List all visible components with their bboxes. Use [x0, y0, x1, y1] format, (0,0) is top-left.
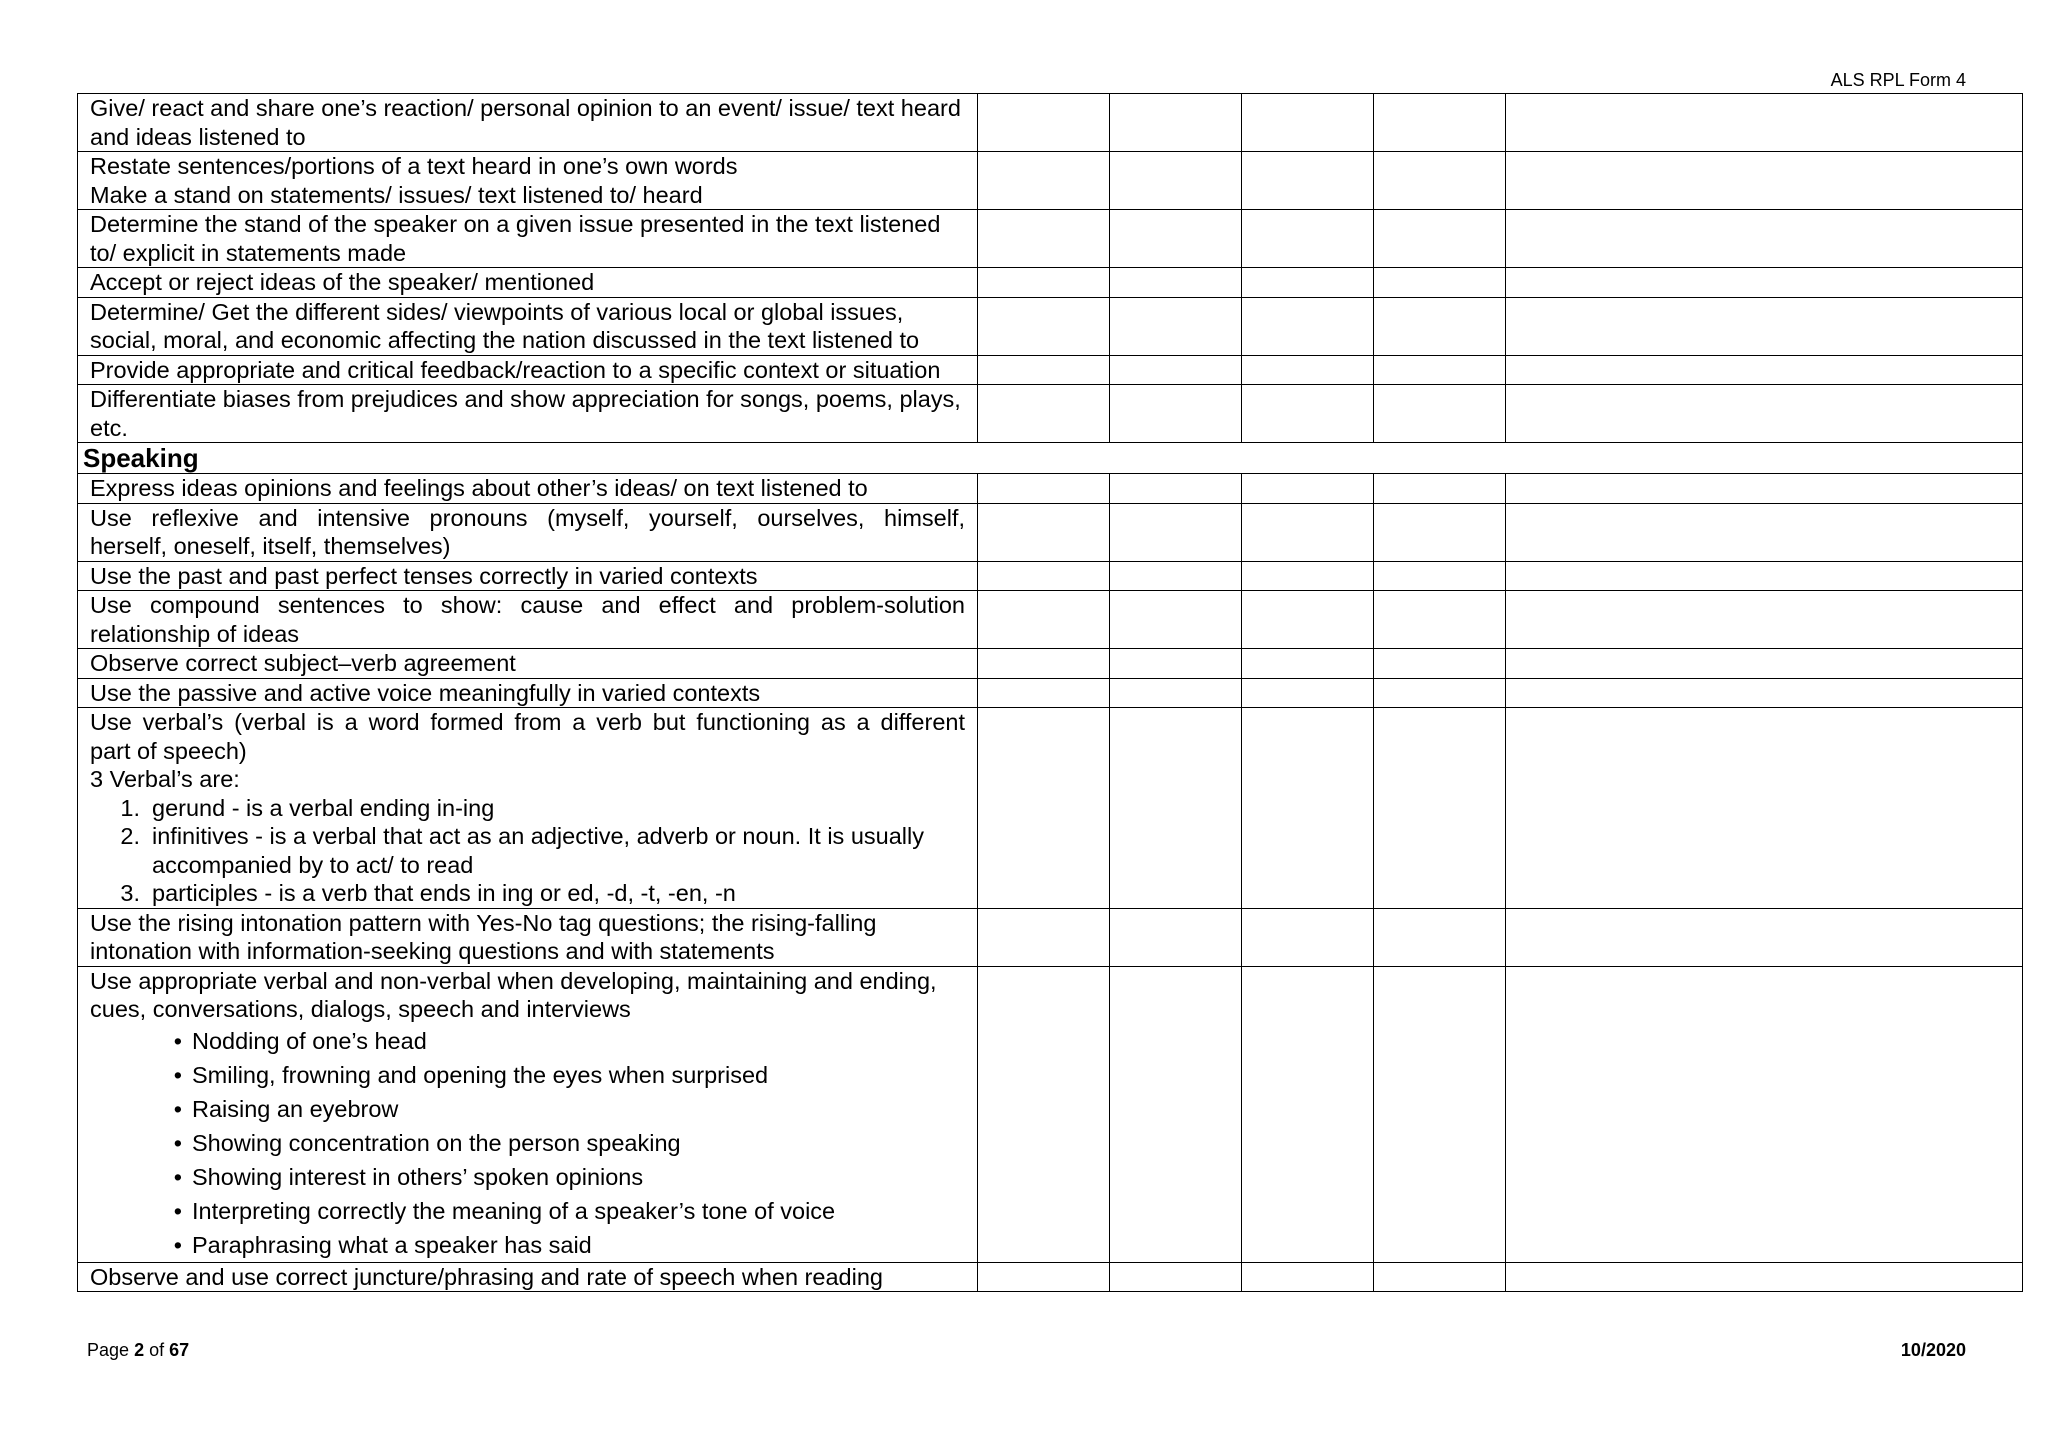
competency-text [78, 503, 978, 561]
rating-cell[interactable] [1242, 591, 1374, 649]
rating-cell[interactable] [1374, 649, 1506, 679]
rating-cell[interactable] [1374, 678, 1506, 708]
competency-line: Make a stand on statements/ issues/ text listened to/ heard [90, 181, 703, 208]
rating-cell[interactable] [978, 94, 1110, 152]
rating-cell[interactable] [1374, 297, 1506, 355]
rating-cell[interactable] [1242, 708, 1374, 909]
list-item [90, 1092, 965, 1126]
rating-cell[interactable] [1110, 908, 1242, 966]
remarks-cell[interactable] [1506, 355, 2023, 385]
remarks-cell[interactable] [1506, 561, 2023, 591]
list-item [90, 1126, 965, 1160]
remarks-cell[interactable] [1506, 708, 2023, 909]
table-row [78, 708, 2023, 909]
list-number: 3. [120, 880, 140, 906]
table-row [78, 474, 2023, 504]
rating-cell[interactable] [978, 385, 1110, 443]
competency-text: Use the past and past perfect tenses correctly in varied contexts [78, 561, 978, 591]
table-row [78, 385, 2023, 443]
form-date: 10/2020 [1900, 1340, 1966, 1360]
competency-line: part of speech) [90, 737, 247, 764]
table-row [78, 355, 2023, 385]
list-item [90, 1024, 965, 1058]
list-item-text: Smiling, frowning and opening the eyes when surprised [192, 1061, 769, 1088]
rating-cell[interactable] [978, 966, 1110, 1262]
remarks-cell[interactable] [1506, 152, 2023, 210]
rating-cell[interactable] [1110, 268, 1242, 298]
rating-cell[interactable] [1110, 678, 1242, 708]
table-row [78, 591, 2023, 649]
competency-text: Use the passive and active voice meaningfully in varied contexts [78, 678, 978, 708]
bullet-icon: • [173, 1231, 182, 1258]
list-item [90, 1058, 965, 1092]
list-item-text: infinitives - is a verbal that act as an adjective, adverb or noun. It is usually accompanied by to act/ to read [152, 823, 924, 878]
rating-cell[interactable] [1242, 152, 1374, 210]
rating-cell[interactable] [1242, 1262, 1374, 1292]
list-item [90, 794, 965, 823]
rating-cell[interactable] [1374, 94, 1506, 152]
rating-cell[interactable] [1374, 561, 1506, 591]
rating-cell[interactable] [1374, 966, 1506, 1262]
rating-cell[interactable] [1242, 503, 1374, 561]
rating-cell[interactable] [978, 591, 1110, 649]
rating-cell[interactable] [1374, 385, 1506, 443]
bullet-icon: • [173, 1163, 182, 1190]
bullet-list [90, 1024, 965, 1262]
table-row [78, 152, 2023, 210]
rating-cell[interactable] [1374, 503, 1506, 561]
rating-cell[interactable] [1110, 385, 1242, 443]
table-row [78, 94, 2023, 152]
section-title: Speaking [78, 443, 2023, 474]
rating-cell[interactable] [1110, 1262, 1242, 1292]
rating-cell[interactable] [1374, 1262, 1506, 1292]
rating-cell[interactable] [1374, 708, 1506, 909]
bullet-icon: • [173, 1129, 182, 1156]
competency-text [78, 966, 978, 1262]
rating-cell[interactable] [1374, 474, 1506, 504]
table-row [78, 210, 2023, 268]
rating-cell[interactable] [1110, 355, 1242, 385]
list-item-text: Paraphrasing what a speaker has said [192, 1231, 592, 1258]
rating-cell[interactable] [978, 355, 1110, 385]
bullet-icon: • [173, 1095, 182, 1122]
rating-cell[interactable] [978, 1262, 1110, 1292]
competency-line: 3 Verbal’s are: [90, 766, 240, 792]
rating-cell[interactable] [978, 649, 1110, 679]
page-number [87, 1340, 189, 1361]
remarks-cell[interactable] [1506, 210, 2023, 268]
rating-cell[interactable] [978, 503, 1110, 561]
competency-line: Use verbal’s (verbal is a word formed from a verb but functioning as a different [90, 709, 965, 735]
table-row [78, 966, 2023, 1262]
table-row [78, 649, 2023, 679]
competency-text: Differentiate biases from prejudices and show appreciation for songs, poems, plays, etc. [78, 385, 978, 443]
list-number: 1. [120, 794, 140, 821]
rating-cell[interactable] [1374, 591, 1506, 649]
rating-cell[interactable] [978, 908, 1110, 966]
rating-cell[interactable] [978, 152, 1110, 210]
competency-text [78, 708, 978, 909]
page-total: 67 [169, 1340, 190, 1360]
rating-cell[interactable] [1110, 503, 1242, 561]
page-of: of [149, 1340, 165, 1360]
remarks-cell[interactable] [1506, 94, 2023, 152]
rating-cell[interactable] [978, 678, 1110, 708]
rating-cell[interactable] [1110, 474, 1242, 504]
list-item [90, 879, 965, 908]
remarks-cell[interactable] [1506, 474, 2023, 504]
rating-cell[interactable] [1242, 210, 1374, 268]
rating-cell[interactable] [1242, 649, 1374, 679]
competency-table [77, 93, 2023, 1292]
table-row [78, 678, 2023, 708]
competency-text [78, 591, 978, 649]
table-row [78, 561, 2023, 591]
rating-cell[interactable] [1374, 210, 1506, 268]
remarks-cell[interactable] [1506, 966, 2023, 1262]
remarks-cell[interactable] [1506, 678, 2023, 708]
competency-text: Give/ react and share one’s reaction/ personal opinion to an event/ issue/ text heard and ideas listened to [78, 94, 978, 152]
rating-cell[interactable] [1110, 210, 1242, 268]
rating-cell[interactable] [1110, 297, 1242, 355]
rating-cell[interactable] [1374, 152, 1506, 210]
competency-line: herself, oneself, itself, themselves) [90, 533, 451, 559]
remarks-cell[interactable] [1506, 385, 2023, 443]
competency-text: Accept or reject ideas of the speaker/ mentioned [78, 268, 978, 298]
rating-cell[interactable] [1110, 152, 1242, 210]
competency-line: Use reflexive and intensive pronouns (myself, yourself, ourselves, himself, [90, 504, 965, 531]
remarks-cell[interactable] [1506, 503, 2023, 561]
table-row [78, 1262, 2023, 1292]
list-item-text: Showing concentration on the person speaking [192, 1129, 681, 1156]
rating-cell[interactable] [1242, 297, 1374, 355]
competency-text: Observe correct subject–verb agreement [78, 649, 978, 679]
remarks-cell[interactable] [1506, 1262, 2023, 1292]
list-item [90, 1160, 965, 1194]
rating-cell[interactable] [1374, 908, 1506, 966]
rating-cell[interactable] [1242, 966, 1374, 1262]
list-item [90, 822, 965, 879]
competency-text: Provide appropriate and critical feedback/reaction to a specific context or situation [78, 355, 978, 385]
rating-cell[interactable] [1242, 355, 1374, 385]
rating-cell[interactable] [978, 561, 1110, 591]
rating-cell[interactable] [1110, 591, 1242, 649]
rating-cell[interactable] [1374, 355, 1506, 385]
rating-cell[interactable] [1110, 708, 1242, 909]
list-item [90, 1194, 965, 1228]
list-item-text: participles - is a verb that ends in ing or ed, -d, -t, -en, -n [152, 880, 736, 906]
list-item-text: Showing interest in others’ spoken opinions [192, 1163, 644, 1190]
competency-text: Express ideas opinions and feelings about other’s ideas/ on text listened to [78, 474, 978, 504]
table-row [78, 503, 2023, 561]
competency-text: Use the rising intonation pattern with Yes-No tag questions; the rising-falling intonation with information-seeking questions and with statements [78, 908, 978, 966]
rating-cell[interactable] [978, 268, 1110, 298]
bullet-icon: • [173, 1027, 182, 1054]
competency-text: Determine/ Get the different sides/ viewpoints of various local or global issues, social, moral, and economic affecting the nation discussed in the text listened to [78, 297, 978, 355]
section-header-row [78, 443, 2023, 474]
rating-cell[interactable] [1242, 561, 1374, 591]
remarks-cell[interactable] [1506, 297, 2023, 355]
competency-text: Observe and use correct juncture/phrasing and rate of speech when reading [78, 1262, 978, 1292]
rating-cell[interactable] [1242, 268, 1374, 298]
rating-cell[interactable] [978, 474, 1110, 504]
remarks-cell[interactable] [1506, 591, 2023, 649]
competency-line: Use compound sentences to show: cause and effect and problem-solution [90, 592, 965, 618]
bullet-icon: • [173, 1061, 182, 1088]
competency-text: Determine the stand of the speaker on a given issue presented in the text listened to/ explicit in statements made [78, 210, 978, 268]
page-prefix: Page [87, 1340, 130, 1360]
list-item-text: gerund - is a verbal ending in-ing [152, 794, 495, 821]
rating-cell[interactable] [1242, 474, 1374, 504]
remarks-cell[interactable] [1506, 268, 2023, 298]
competency-line: Restate sentences/portions of a text heard in one’s own words [90, 153, 738, 179]
rating-cell[interactable] [1242, 908, 1374, 966]
competency-text [78, 152, 978, 210]
form-label: ALS RPL Form 4 [1830, 70, 1966, 90]
rating-cell[interactable] [1110, 966, 1242, 1262]
table-row [78, 908, 2023, 966]
rating-cell[interactable] [978, 708, 1110, 909]
rating-cell[interactable] [1110, 649, 1242, 679]
rating-cell[interactable] [1242, 678, 1374, 708]
list-number: 2. [120, 823, 140, 849]
bullet-icon: • [173, 1197, 182, 1224]
rating-cell[interactable] [1110, 94, 1242, 152]
rating-cell[interactable] [978, 210, 1110, 268]
numbered-list [90, 794, 965, 908]
remarks-cell[interactable] [1506, 908, 2023, 966]
list-item-text: Interpreting correctly the meaning of a speaker’s tone of voice [192, 1197, 836, 1224]
rating-cell[interactable] [1110, 561, 1242, 591]
competency-line: Use appropriate verbal and non-verbal when developing, maintaining and ending, cues, conversations, dialogs, speech and interviews [90, 967, 937, 1022]
remarks-cell[interactable] [1506, 649, 2023, 679]
table-row [78, 297, 2023, 355]
rating-cell[interactable] [1242, 385, 1374, 443]
rating-cell[interactable] [978, 297, 1110, 355]
list-item-text: Nodding of one’s head [192, 1027, 427, 1054]
table-row [78, 268, 2023, 298]
list-item-text: Raising an eyebrow [192, 1095, 399, 1122]
competency-line: relationship of ideas [90, 620, 300, 647]
rating-cell[interactable] [1242, 94, 1374, 152]
list-item [90, 1228, 965, 1262]
page-current: 2 [134, 1340, 145, 1360]
rating-cell[interactable] [1374, 268, 1506, 298]
